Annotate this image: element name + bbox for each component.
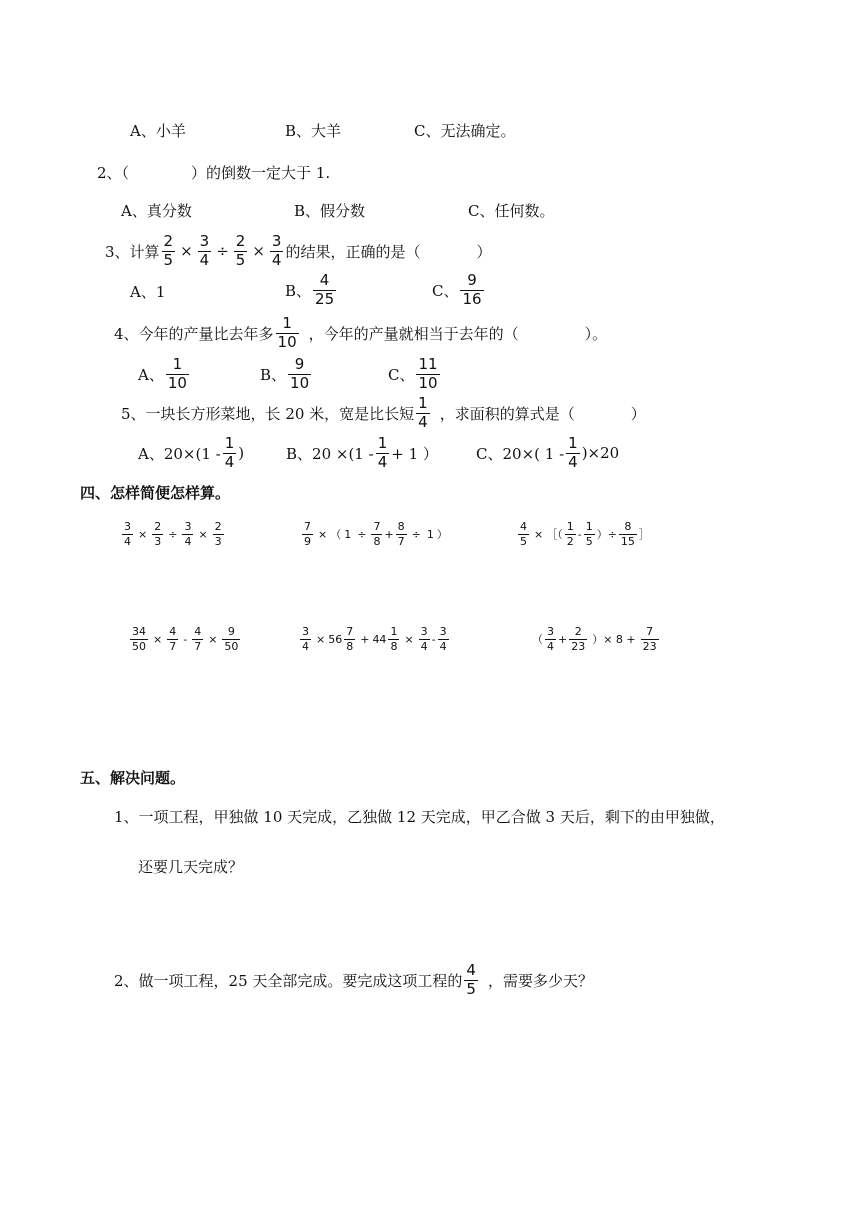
q5-fraction: $\frac{1}{4}$	[418, 393, 428, 431]
calc-2: $\frac{7}{9}$ × （ 1 ÷ $\frac{7}{8}$ + $\frac{8}{7}$ ÷ 1 ）	[304, 519, 448, 548]
q3-op: ×	[252, 242, 265, 260]
q3-op: ×	[180, 242, 193, 260]
calc-5: $\frac{3}{4}$ × 56 $\frac{7}{8}$ + 44 $\frac{1}{8}$ × $\frac{3}{4}$ - $\frac{3}{4}$	[302, 624, 447, 653]
q1-option-c: C、无法确定。	[414, 122, 516, 140]
q3-fraction-4: $\frac{3}{4}$	[271, 231, 282, 269]
calc-3: $\frac{4}{5}$ × ［（ $\frac{1}{2}$ - $\frac{1}{5}$ ）÷ $\frac{8}{15}$ ］	[520, 519, 650, 548]
q2-option-c: C、任何数。	[468, 202, 555, 220]
q4-option-c: C、 $\frac{11}{10}$	[388, 354, 438, 392]
q3-option-c: C、 $\frac{9}{16}$	[432, 270, 482, 308]
q1-option-b: B、大羊	[285, 122, 342, 140]
q3-option-b: B、 $\frac{4}{25}$	[285, 270, 335, 308]
problem-1-line-2: 还要几天完成？	[138, 858, 244, 876]
problem-1-line-1: 1、一项工程，甲独做 10 天完成，乙独做 12 天完成，甲乙合做 3 天后，剩下的由甲独做，	[114, 808, 725, 826]
q5-end: ）	[630, 404, 646, 423]
q3-option-a: A、1	[130, 282, 166, 301]
q2-option-a: A、真分数	[121, 202, 192, 220]
q3-prefix: 3、计算	[105, 242, 160, 261]
q5-prefix: 5、一块长方形菜地，长 20 米，宽是比长短	[121, 404, 415, 423]
q3-suffix: 的结果，正确的是（	[285, 242, 421, 261]
q3-fraction-2: $\frac{3}{4}$	[199, 231, 210, 269]
question-3	[105, 230, 492, 272]
q2-prefix: 2、（	[97, 163, 130, 182]
q5-option-b: B、20 ×(1 - $\frac{1}{4}$ + 1 ）	[286, 433, 438, 471]
q4-prefix: 4、今年的产量比去年多	[114, 324, 274, 343]
problem-2	[114, 958, 593, 1002]
problem-2-fraction: $\frac{4}{5}$	[466, 960, 476, 998]
q2-suffix: ）的倒数一定大于 1.	[191, 163, 331, 182]
question-2	[97, 162, 330, 182]
calc-4: $\frac{34}{50}$ × $\frac{4}{7}$ - $\frac{4}{7}$ × $\frac{9}{50}$	[132, 624, 239, 653]
question-5	[121, 392, 646, 434]
q3-end: ）	[476, 242, 492, 261]
calc-1: $\frac{3}{4}$ × $\frac{2}{3}$ ÷ $\frac{3}{4}$ × $\frac{2}{3}$	[124, 519, 222, 548]
section-4-title: 四、怎样简便怎样算。	[80, 484, 231, 502]
section-5-title: 五、解决问题。	[80, 769, 186, 787]
q3-op: ÷	[216, 242, 229, 260]
q3-fraction-1: $\frac{2}{5}$	[163, 231, 174, 269]
q3-fraction-3: $\frac{2}{5}$	[235, 231, 246, 269]
q5-option-a: A、20×(1 - $\frac{1}{4}$ )	[138, 433, 245, 471]
q1-option-a: A、小羊	[130, 122, 186, 140]
problem-2-prefix: 2、做一项工程，25 天全部完成。要完成这项工程的	[114, 971, 463, 990]
q4-option-a: A、 $\frac{1}{10}$	[138, 354, 187, 392]
q4-fraction: $\frac{1}{10}$	[277, 313, 297, 351]
calc-6: （ $\frac{3}{4}$ + $\frac{2}{23}$ ）× 8 + $\frac{7}{23}$	[532, 624, 657, 653]
problem-2-suffix: ，需要多少天？	[487, 971, 593, 990]
q2-option-b: B、假分数	[294, 202, 366, 220]
question-4	[114, 312, 607, 354]
q5-suffix: ，求面积的算式是（	[439, 404, 575, 423]
q5-option-c: C、20×( 1 - $\frac{1}{4}$ )×20	[476, 433, 620, 471]
q4-suffix: ，今年的产量就相当于去年的（	[308, 324, 519, 343]
q4-end: ）。	[584, 324, 608, 343]
q4-option-b: B、 $\frac{9}{10}$	[260, 354, 310, 392]
